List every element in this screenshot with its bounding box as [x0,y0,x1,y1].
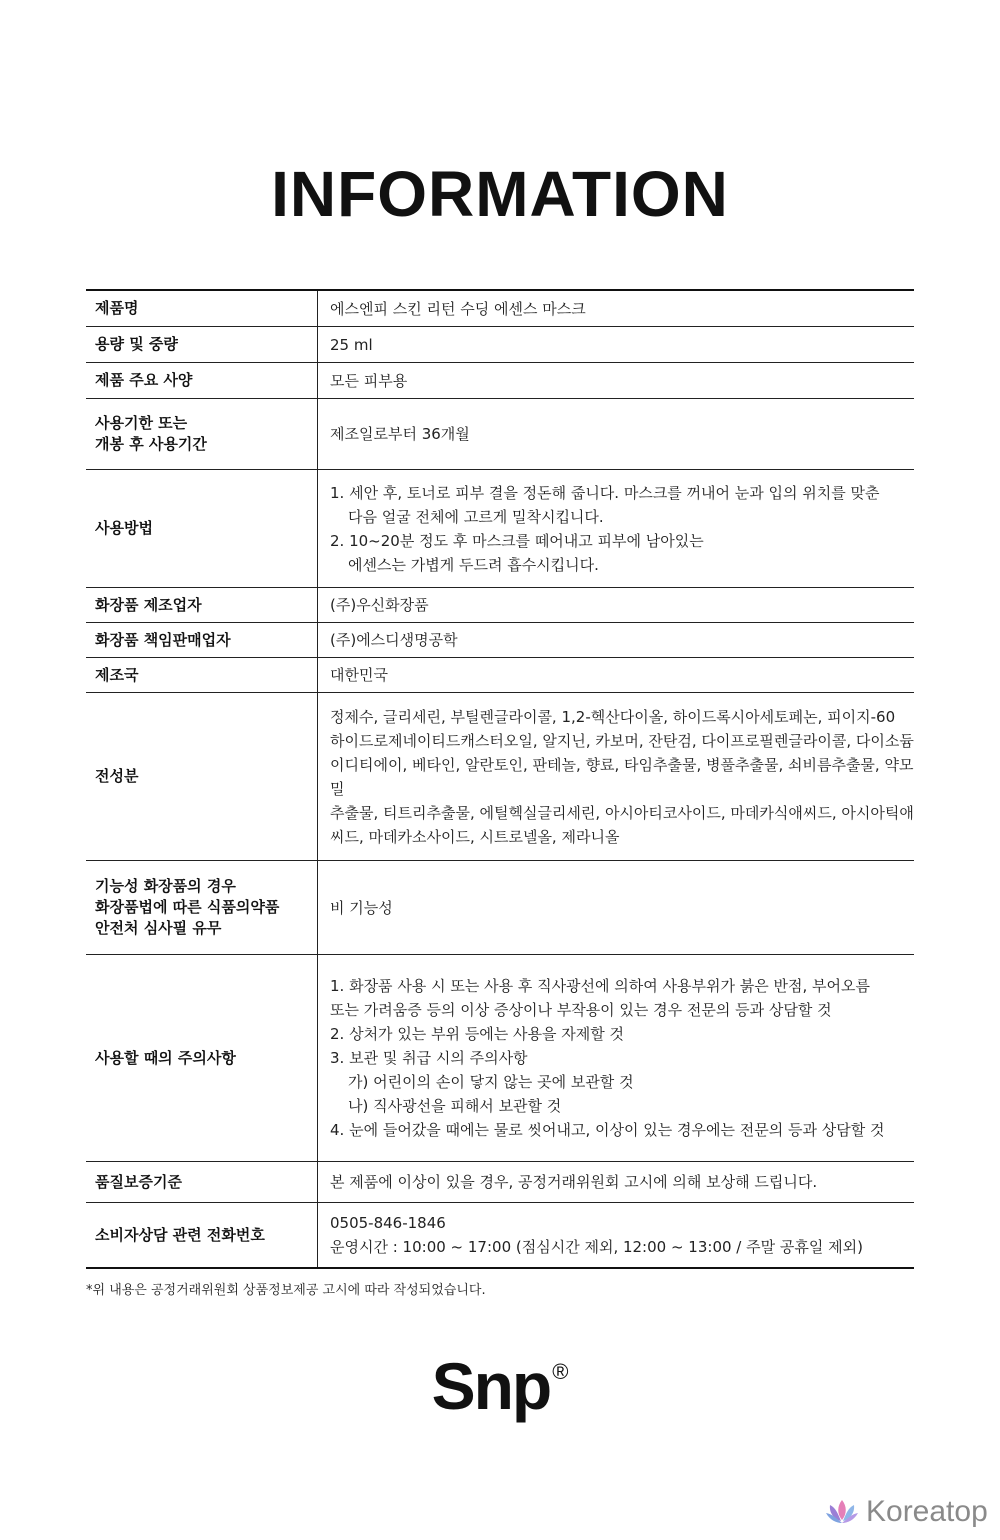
row-value-line: 이디티에이, 베타인, 알란토인, 판테놀, 향료, 타임추출물, 병풀추출물, 쇠비름추출물, 약모밀 [330,755,914,798]
row-value: 본 제품에 이상이 있을 경우, 공정거래위원회 고시에 의해 보상해 드립니다. [330,1173,818,1191]
row-label: 기능성 화장품의 경우 화장품법에 따른 식품의약품 안전처 심사필 유무 [95,877,280,937]
row-value-line: 1. 세안 후, 토너로 피부 결을 정돈해 줍니다. 마스크를 꺼내어 눈과 입의 위치를 맞춘 [330,483,880,502]
row-value: 에스엔피 스킨 리턴 수딩 에센스 마스크 [330,299,586,318]
row-value-line: 에센스는 가볍게 두드려 흡수시킵니다. [348,555,599,574]
row-value-line: 정제수, 글리세린, 부틸렌글라이콜, 1,2-헥산다이올, 하이드록시아세토페논, 피이지-60 [330,707,896,726]
table-row [86,955,914,1162]
table-row [86,658,914,693]
table-row [86,693,914,861]
table-row [86,1162,914,1203]
row-value-line: 2. 10~20분 정도 후 마스크를 떼어내고 피부에 남아있는 [330,531,704,550]
product-info-table [86,289,914,1269]
lotus-icon [824,1498,860,1526]
table-row [86,327,914,363]
brand-logo [0,1348,1000,1424]
row-label: 제조국 [95,665,139,684]
row-label: 제품명 [95,299,139,317]
row-value: 모든 피부용 [330,371,408,390]
row-value-line: 0505-846-1846 [330,1214,446,1232]
row-value-line: 가) 어린이의 손이 닿지 않는 곳에 보관할 것 [348,1073,634,1091]
table-row [86,291,914,327]
table-row [86,470,914,588]
row-value-line: 나) 직사광선을 피해서 보관할 것 [348,1097,562,1115]
row-label: 전성분 [95,767,139,785]
table-row [86,363,914,399]
row-label: 화장품 제조업자 [95,595,202,614]
row-value-line: 또는 가려움증 등의 이상 증상이나 부작용이 있는 경우 전문의 등과 상담할 것 [330,1001,832,1019]
row-value-line: 다음 얼굴 전체에 고르게 밀착시킵니다. [348,507,604,526]
page-title: INFORMATION [271,158,729,230]
row-value: (주)에스디생명공학 [330,631,458,649]
watermark-text: Koreatop [866,1495,988,1528]
row-label: 제품 주요 사양 [95,371,193,389]
row-value-line: 하이드로제네이티드캐스터오일, 알지닌, 카보머, 잔탄검, 다이프로필렌글라이콜, 다이소듐 [330,731,914,750]
row-value-line: 4. 눈에 들어갔을 때에는 물로 씻어내고, 이상이 있는 경우에는 전문의 등과 상담할 것 [330,1121,885,1139]
watermark [824,1495,988,1529]
row-label: 용량 및 중량 [95,335,178,353]
row-value: 비 기능성 [330,898,393,917]
row-value: 25 ml [330,335,373,354]
row-label: 소비자상담 관련 전화번호 [95,1225,265,1244]
row-label: 사용기한 또는 개봉 후 사용기간 [95,414,207,453]
brand-name: Snp [431,1349,551,1423]
row-label: 품질보증기준 [95,1172,182,1191]
row-value: 대한민국 [330,666,388,684]
registered-mark: ® [552,1359,569,1384]
row-value-line: 씨드, 마데카소사이드, 시트로넬올, 제라니올 [330,827,620,846]
row-value-line: 운영시간 : 10:00 ~ 17:00 (점심시간 제외, 12:00 ~ 13:00 / 주말 공휴일 제외) [330,1238,863,1256]
row-value-line: 2. 상처가 있는 부위 등에는 사용을 자제할 것 [330,1025,625,1043]
footnote: *위 내용은 공정거래위원회 상품정보제공 고시에 따라 작성되었습니다. [86,1283,486,1298]
table-row [86,588,914,623]
row-value: (주)우신화장품 [330,596,429,614]
row-label: 사용할 때의 주의사항 [95,1048,236,1067]
row-value-line: 추출물, 티트리추출물, 에틸헥실글리세린, 아시아티코사이드, 마데카식애씨드, 아시아틱애 [330,803,914,822]
row-value-line: 3. 보관 및 취급 시의 주의사항 [330,1049,528,1067]
table-row [86,399,914,470]
row-value: 제조일로부터 36개월 [330,425,470,443]
table-row [86,1203,914,1267]
row-label: 화장품 책임판매업자 [95,630,231,649]
row-label: 사용방법 [95,519,153,537]
table-row [86,623,914,658]
table-row [86,861,914,955]
row-value-line: 1. 화장품 사용 시 또는 사용 후 직사광선에 의하여 사용부위가 붉은 반점, 부어오름 [330,977,870,995]
